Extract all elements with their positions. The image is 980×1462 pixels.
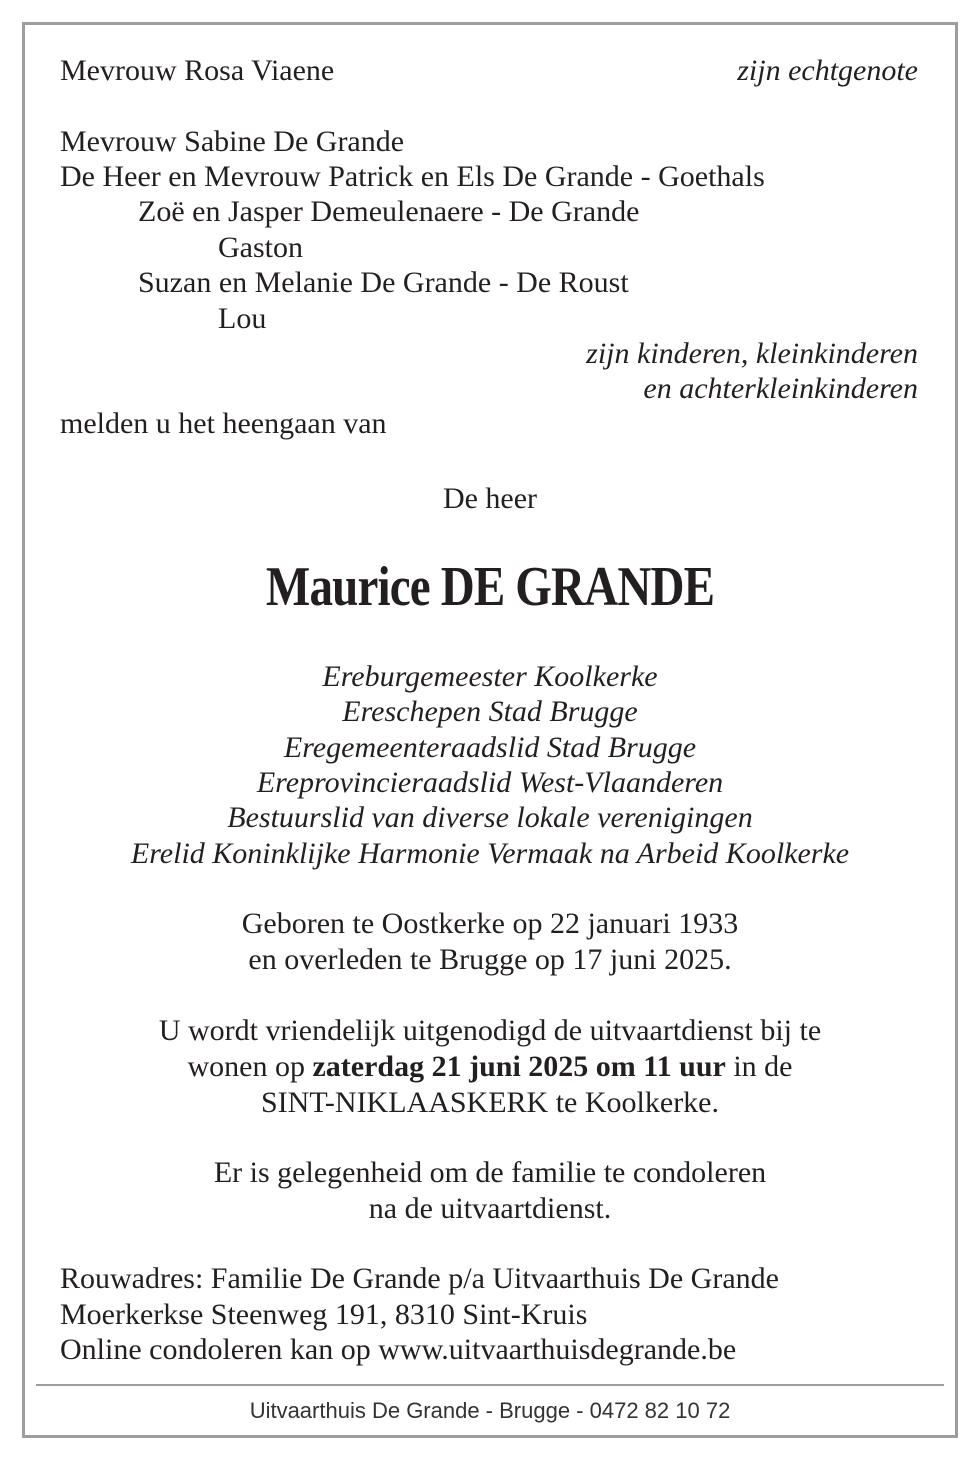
service-date-bold: zaterdag 21 juni 2025 om 11 uur	[312, 1050, 726, 1083]
family-role: zijn kinderen, kleinkinderen	[586, 337, 918, 370]
footer-contact: Uitvaarthuis De Grande - Brugge - 0472 82 10 72	[249, 1398, 731, 1423]
spouse-role: zijn echtgenote	[737, 54, 918, 87]
condolence-info: Er is gelegenheid om de familie te condoleren	[213, 1156, 767, 1189]
family-line: De Heer en Mevrouw Patrick en Els De Grande - Goethals	[60, 160, 765, 193]
honorary-title: Ereschepen Stad Brugge	[342, 695, 638, 728]
salutation: De heer	[442, 482, 538, 515]
service-date: wonen op zaterdag 21 juni 2025 om 11 uur in de	[187, 1050, 793, 1083]
birth-info: Geboren te Oostkerke op 22 januari 1933	[241, 907, 739, 940]
honorary-title: Bestuurslid van diverse lokale verenigingen	[227, 801, 753, 834]
death-info: en overleden te Brugge op 17 juni 2025.	[248, 943, 732, 976]
condolence-info-continued: na de uitvaartdienst.	[368, 1192, 612, 1225]
family-line: Mevrouw Sabine De Grande	[60, 125, 405, 158]
family-line: Lou	[218, 302, 267, 335]
footer-divider	[36, 1384, 944, 1386]
service-location: SINT-NIKLAASKERK te Koolkerke.	[261, 1086, 719, 1119]
honorary-title: Erelid Koninklijke Harmonie Vermaak na Arbeid Koolkerke	[130, 837, 850, 870]
family-line: Suzan en Melanie De Grande - De Roust	[138, 266, 629, 299]
announcement: melden u het heengaan van	[60, 407, 387, 440]
mourning-street: Moerkerkse Steenweg 191, 8310 Sint-Kruis	[60, 1298, 588, 1331]
mourning-address: Rouwadres: Familie De Grande p/a Uitvaarthuis De Grande	[60, 1262, 779, 1295]
deceased-name: Maurice DE GRANDE	[265, 556, 715, 618]
family-line: Gaston	[218, 231, 303, 264]
spouse-name: Mevrouw Rosa Viaene	[60, 54, 335, 87]
online-condolence: Online condoleren kan op www.uitvaarthuisdegrande.be	[60, 1333, 737, 1366]
service-invitation: U wordt vriendelijk uitgenodigd de uitvaartdienst bij te	[158, 1014, 822, 1047]
honorary-title: Eregemeenteraadslid Stad Brugge	[283, 731, 697, 764]
family-line: Zoë en Jasper Demeulenaere - De Grande	[138, 195, 640, 228]
honorary-title: Ereprovincieraadslid West-Vlaanderen	[256, 766, 724, 799]
honorary-title: Ereburgemeester Koolkerke	[322, 660, 658, 693]
family-role-continued: en achterkleinkinderen	[643, 372, 918, 405]
